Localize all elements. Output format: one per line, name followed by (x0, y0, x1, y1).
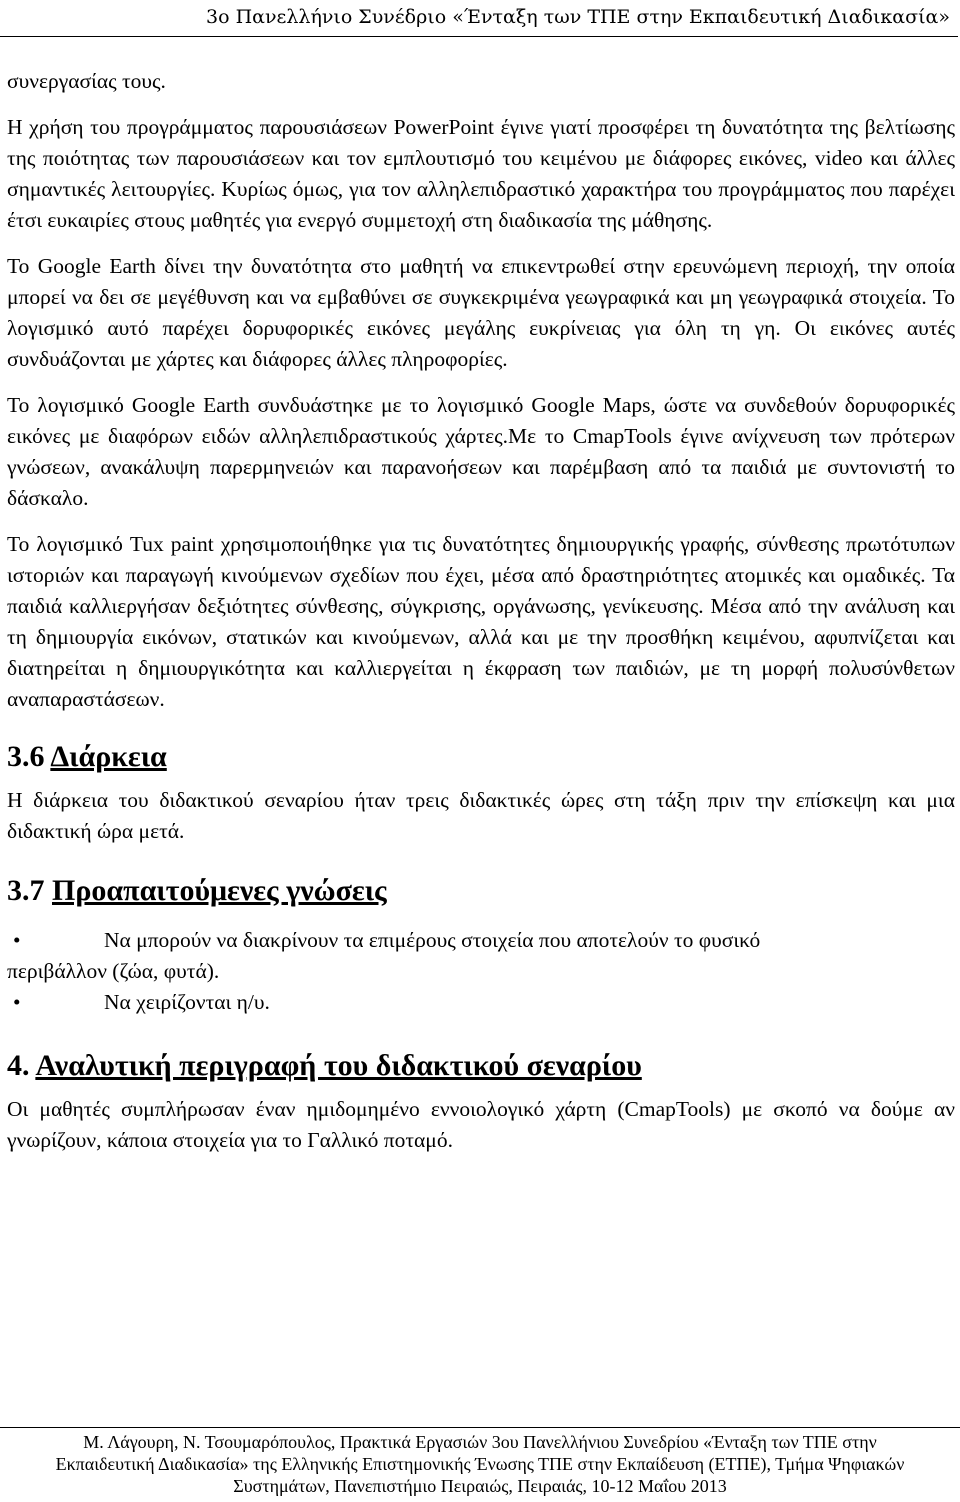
page-body (7, 66, 955, 1156)
heading-title: Αναλυτική περιγραφή του διδακτικού σεναρίου (35, 1049, 642, 1082)
footer-rule (0, 1427, 960, 1428)
heading-number: 3.6 (7, 740, 51, 773)
bullet-icon: • (13, 928, 21, 952)
heading-duration (7, 739, 955, 775)
footer-line-3: Συστημάτων, Πανεπιστήμιο Πειραιώς, Πειραιάς, 10-12 Μαΐου 2013 (233, 1476, 727, 1496)
footer-line-1: Μ. Λάγουρη, Ν. Τσουμαρόπουλος, Πρακτικά Εργασιών 3ου Πανελλήνιου Συνεδρίου «Ένταξη των ΤΠΕ στην (83, 1432, 877, 1452)
list-item-continuation: περιβάλλον (ζώα, φυτά). (7, 959, 220, 983)
list-item (7, 925, 955, 956)
paragraph-detailed-description: Οι μαθητές συμπλήρωσαν έναν ημιδομημένο εννοιολογικό χάρτη (CmapTools) με σκοπό να δούμε αν γνωρίζουν, κάποια στοιχεία για το Γαλλικό ποταμό. (7, 1097, 955, 1152)
bullet-icon: • (13, 990, 21, 1014)
paragraph-continuation: συνεργασίας τους. (7, 69, 166, 93)
header-rule (0, 36, 958, 37)
paragraph-powerpoint: Η χρήση του προγράμματος παρουσιάσεων PowerPoint έγινε γιατί προσφέρει τη δυνατότητα της βελτίωσης της ποιότητας των παρουσιάσεων και τον εμπλουτισμό του κειμένου με διάφορες εικόνες, video και άλλες σημαντικές λειτουργίες. Κυρίως όμως, για τον αλληλεπιδραστικό χαρακτήρα του προγράμματος που παρέχει έτσι ευκαιρίες στους μαθητές για ενεργό συμμετοχή στη διαδικασία της μάθησης. (7, 115, 955, 232)
paragraph-tux-paint: Το λογισμικό Tux paint χρησιμοποιήθηκε για τις δυνατότητες δημιουργικής γραφής, σύνθεσης πρωτότυπων ιστοριών και παραγωγή κινούμενων σχεδίων που έχει, μέσα από δραστηριότητες ατομικές και ομαδικές. Τα παιδιά καλλιεργήσαν δεξιότητες σύνθεσης, σύγκρισης, οργάνωσης, γενίκευσης. Μέσα από την ανάλυση και τη δημιουργία εικόνων, στατικών και κινούμενων, αλλά και με την προσθήκη κειμένου, αφυπνίζεται και διατηρείται η δημιουργικότητα και καλλιεργείται η έκφραση των παιδιών, με τη μορφή πολυσύνθετων αναπαραστάσεων. (7, 532, 955, 711)
list-item (7, 987, 955, 1018)
list-item-text: Να μπορούν να διακρίνουν τα επιμέρους στοιχεία που αποτελούν το φυσικό (104, 928, 761, 952)
list-item-text: Να χειρίζονται η/υ. (104, 990, 270, 1014)
bullet-list (7, 925, 955, 1018)
footer-line-2: Εκπαιδευτική Διαδικασία» της Ελληνικής Επιστημονικής Ένωσης ΤΠΕ στην Εκπαίδευση (ΕΤΠΕ), Τμήμα Ψηφιακών (55, 1454, 905, 1474)
heading-title: Διάρκεια (50, 740, 167, 773)
paragraph-duration: Η διάρκεια του διδακτικού σεναρίου ήταν τρεις διδακτικές ώρες στη τάξη πριν την επίσκεψη και μια διδακτική ώρα μετά. (7, 788, 955, 843)
heading-number: 3.7 (7, 874, 52, 907)
heading-prerequisites (7, 873, 955, 909)
paragraph-google-earth: Το Google Earth δίνει την δυνατότητα στο μαθητή να επικεντρωθεί στην ερευνώμενη περιοχή, την οποία μπορεί να δει σε μεγέθυνση και να εμβαθύνει σε συγκεκριμένα γεωγραφικά και μη γεωγραφικά στοιχεία. Το λογισμικό αυτό παρέχει δορυφορικές εικόνες μεγάλης ευκρίνειας για όλη τη γη. Οι εικόνες αυτές συνδυάζονται με χάρτες και διάφορες άλλες πληροφορίες. (7, 254, 955, 371)
heading-number: 4. (7, 1049, 36, 1082)
running-header: 3ο Πανελλήνιο Συνέδριο «Ένταξη των ΤΠΕ στην Εκπαιδευτική Διαδικασία» (206, 6, 950, 28)
heading-title: Προαπαιτούμενες γνώσεις (52, 874, 387, 907)
heading-detailed-description (7, 1048, 955, 1084)
paragraph-google-maps: Το λογισμικό Google Earth συνδυάστηκε με το λογισμικό Google Maps, ώστε να συνδεθούν δορυφορικές εικόνες με διαφόρων ειδών αλληλεπιδραστικούς χάρτες.Με το CmapTools έγινε ανίχνευση των πρότερων γνώσεων, ανακάλυψη παρερμηνειών και παρανοήσεων και παρέμβαση από τα παιδιά με συντονιστή το δάσκαλο. (7, 393, 955, 510)
page-footer (0, 1431, 960, 1497)
